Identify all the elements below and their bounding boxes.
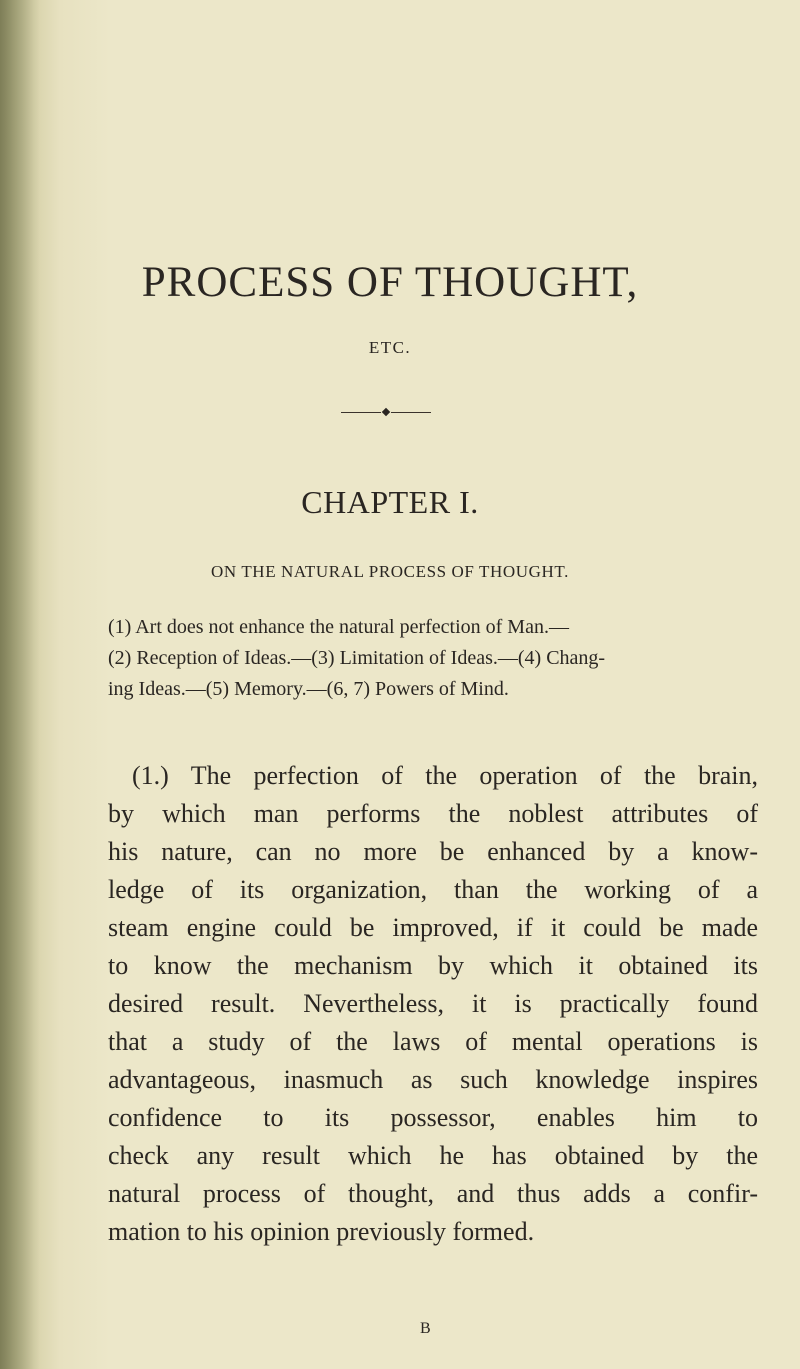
paragraph-line: his nature, can no more be enhanced by a know- — [108, 837, 758, 866]
binding-gutter-shadow — [0, 0, 40, 1369]
paragraph-line: to know the mechanism by which it obtained its — [108, 951, 758, 980]
summary-line: (2) Reception of Ideas.—(3) Limitation of Ideas.—(4) Chang- — [108, 647, 606, 669]
paragraph-line: desired result. Nevertheless, it is practically found — [108, 989, 758, 1018]
page-subtitle: ETC. — [368, 338, 412, 357]
chapter-subtitle: ON THE NATURAL PROCESS OF THOUGHT. — [211, 562, 569, 581]
paragraph-line: check any result which he has obtained by the — [108, 1141, 758, 1170]
paragraph-line: ledge of its organization, than the working of a — [108, 875, 758, 904]
paragraph-line: by which man performs the noblest attributes of — [108, 799, 758, 828]
paragraph-line: that a study of the laws of mental operations is — [108, 1027, 758, 1056]
signature-mark: B — [420, 1320, 431, 1337]
summary-line: ing Ideas.—(5) Memory.—(6, 7) Powers of Mind. — [108, 678, 509, 700]
body-paragraph — [108, 757, 758, 1251]
chapter-summary — [108, 612, 748, 705]
ornament-line-left — [341, 412, 381, 413]
ornament-line-right — [391, 412, 431, 413]
paragraph-line: steam engine could be improved, if it could be made — [108, 913, 758, 942]
ornament-divider — [341, 406, 431, 420]
chapter-heading: CHAPTER I. — [301, 484, 479, 520]
page-title: PROCESS OF THOUGHT, — [141, 259, 639, 306]
paragraph-line: natural process of thought, and thus adds a confir- — [108, 1179, 758, 1208]
summary-line: (1) Art does not enhance the natural perfection of Man.— — [108, 616, 569, 638]
diamond-icon — [382, 408, 390, 416]
paragraph-line: (1.) The perfection of the operation of the brain, — [132, 761, 758, 790]
paragraph-line: confidence to its possessor, enables him to — [108, 1103, 758, 1132]
paragraph-line: advantageous, inasmuch as such knowledge inspires — [108, 1065, 758, 1094]
paragraph-line: mation to his opinion previously formed. — [108, 1217, 535, 1246]
